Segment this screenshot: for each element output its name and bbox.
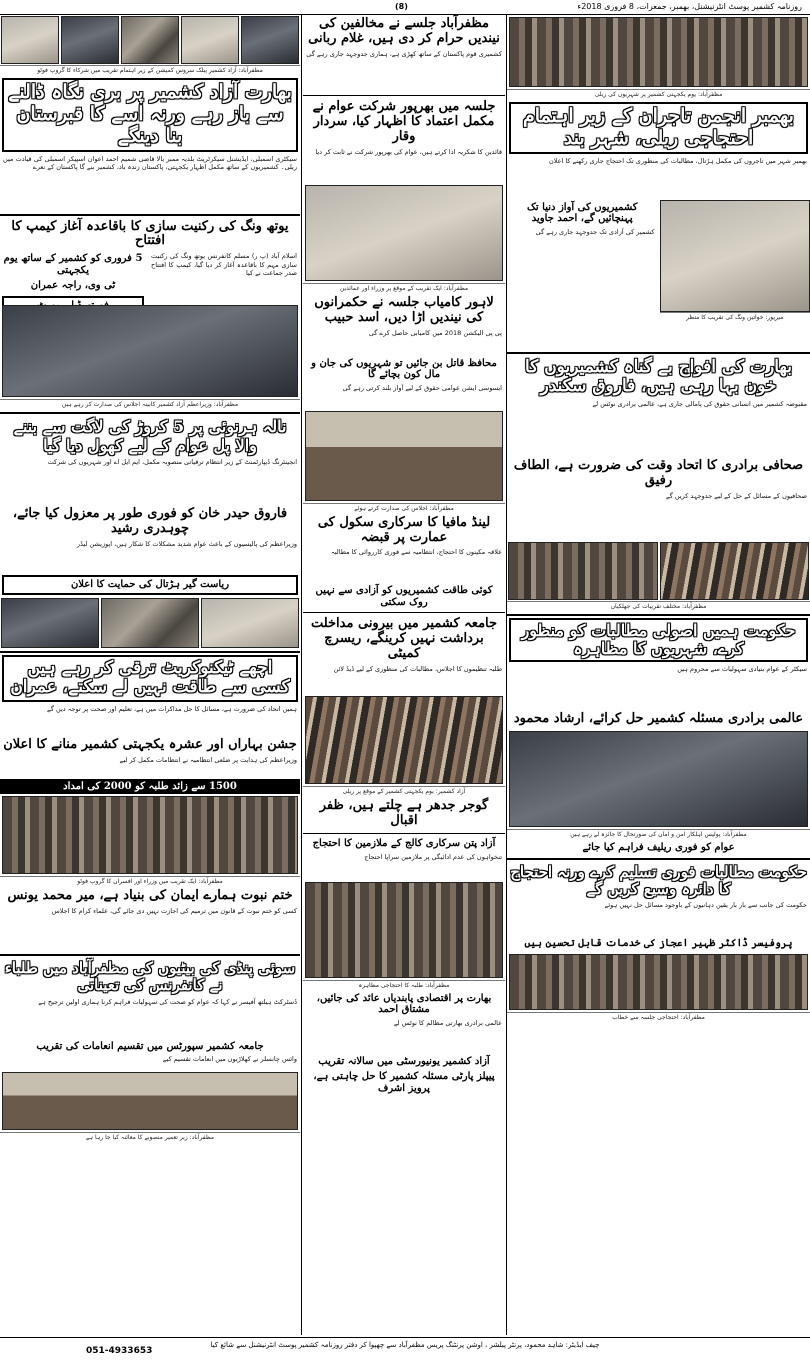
divider: [0, 214, 300, 216]
headline: پروفیسر ڈاکٹر ظہیر اعجاز کی خدمات قابل تحسین ہیں: [524, 938, 793, 950]
page-number: (8): [395, 2, 408, 11]
article-body: مقبوضہ کشمیر میں انسانی حقوق کی پامالی جاری ہے، عالمی برادری نوٹس لے: [592, 399, 807, 408]
headline: سوئی پنڈی کی بیٹیوں کی مظفرآباد میں طلباء نے کانفرنس کی تعیناتی: [4, 959, 296, 995]
photo-caption: مظفرآباد: ایک تقریب میں وزراء اور افسران کا گروپ فوٹو: [0, 876, 300, 887]
headline: فاروق حیدر خان کو فوری طور پر معزول کیا جائے، چوہدری رشید: [12, 506, 288, 537]
article-body: کشمیر کی آزادی تک جدوجہد جاری رہے گی: [535, 227, 655, 236]
article-body: طلبہ تنظیموں کا اجلاس، مطالبات کی منظوری کے لیے ڈیڈ لائن: [333, 665, 502, 674]
left-photo-strip-2: [0, 597, 300, 649]
footer-text: چیف ایڈیٹر: شاہد محمود، پرنٹر پبلشر ، اوشن پرنٹنگ پریس مظفرآباد سے چھپوا کر دفتر روزنامہ کشمیر پوسٹ انٹرنیشنل سے شائع کیا: [210, 1341, 600, 1349]
photo: [61, 16, 119, 64]
article-body: وزیراعظم کی ہدایت پر ضلعی انتظامیہ نے انتظامات مکمل کر لیے: [119, 755, 297, 764]
article-body: تنخواہوں کی عدم ادائیگی پر ملازمین سراپا احتجاج: [364, 852, 502, 861]
photo-caption: مظفرآباد: پولیس اہلکار امن و امان کی صورتحال کا جائزہ لے رہے ہیں: [507, 829, 810, 840]
headline: بھارت کی افواج بے گناہ کشمیریوں کا خون بہا رہی ہیں، فاروق سکندر: [525, 356, 792, 397]
news-photo: [305, 696, 503, 784]
divider: [0, 651, 300, 653]
right-column: [507, 15, 810, 1335]
headline: گوجر جدھر ہے چلتے ہیں، ظفر اقبال: [319, 798, 489, 829]
photo-caption: آزاد کشمیر: یوم یکجہتی کشمیر کے موقع پر ریلی: [303, 786, 505, 797]
news-photo: [2, 1072, 298, 1130]
headline: آزاد پتن سرکاری کالج کے ملازمین کا احتجاج: [312, 838, 496, 850]
article-body: کشمیری قوم پاکستان کے ساتھ کھڑی ہے، ہماری جدوجہد جاری رہے گی: [306, 49, 502, 58]
article-body: پی پی الیکشن 2018 میں کامیابی حاصل کرے گی: [368, 328, 502, 337]
news-photo: [2, 796, 298, 874]
news-photo: [509, 954, 808, 1010]
side-briefs: [0, 251, 146, 303]
headline: کشمیریوں کی آواز دنیا تک پہنچائیں گے، احمد جاوید: [526, 201, 638, 225]
photo: [660, 542, 810, 600]
headline: بھارت آزاد کشمیر پر بری نگاہ ڈالنے سے باز رہے ورنہ اسے کا قبرستان بنا دینگے: [2, 78, 298, 152]
photo: [101, 598, 199, 648]
headline: حکومت مطالبات فوری تسلیم کرے ورنہ احتجاج کا دائرہ وسیع کریں گے: [510, 862, 807, 899]
article-block: [660, 200, 810, 350]
article-body: وائس چانسلر نے کھلاڑیوں میں انعامات تقسیم کیے: [162, 1055, 297, 1064]
footer-imprint: [0, 1337, 810, 1363]
middle-column: [303, 15, 505, 1335]
headline: مظفرآباد جلسے نے مخالفین کی نیندیں حرام کر دی ہیں، غلام ربانی: [308, 16, 500, 46]
masthead-bar: [0, 0, 810, 15]
article-body: سیکٹر کے عوام بنیادی سہولیات سے محروم ہیں: [677, 665, 807, 674]
headline: ٹی وی، راجہ عمران: [30, 280, 116, 292]
left-column: [0, 15, 300, 1335]
headline: آزاد کشمیر یونیورسٹی میں سالانہ تقریب: [318, 1055, 490, 1067]
article-body: اسلام آباد (پ ر) مسلم کانفرنس یوتھ ونگ کی رکنیت سازی مہم کا باقاعدہ آغاز کر دیا گیا، کیمپ کا افتتاح صدر جماعت نے کیا: [151, 252, 297, 278]
photo-caption: مظفرآباد: یوم یکجہتی کشمیر پر شہریوں کی ریلی: [507, 89, 810, 100]
news-photo: [305, 411, 503, 501]
photo-caption: مظفرآباد: احتجاجی جلسہ سے خطاب: [507, 1012, 810, 1023]
photo-caption: مظفرآباد: ایک تقریب کے موقع پر وزراء اور عمائدین: [303, 283, 505, 294]
article-row: [507, 200, 810, 350]
headline: نالہ ہرنوئی پر 5 کروڑ کی لاگت سے بننے والا پل عوام کے لیے کھول دیا گیا: [13, 417, 287, 455]
article-row: [0, 251, 300, 303]
divider: [507, 614, 810, 616]
photo-caption: مظفرآباد: مختلف تقریبات کی جھلکیاں: [507, 601, 810, 612]
masthead-title: روزنامہ کشمیر پوسٹ انٹرنیشنل، بھمبر، جمعرات، 8 فروری 2018ء: [577, 2, 802, 11]
column-divider: [301, 15, 302, 1335]
headline: حکومت ہمیں اصولی مطالبات کو منظور کرے، شہریوں کا مظاہرہ: [509, 618, 808, 663]
photo: [241, 16, 299, 64]
headline: بھمبر انجمن تاجران کے زیر اہتمام احتجاجی ریلی، شہر بند: [509, 102, 808, 154]
divider: [303, 95, 505, 96]
news-photo: [509, 731, 808, 827]
headline: جامعہ کشمیر میں بیرونی مداخلت برداشت نہیں کرینگے، ریسرچ کمیٹی: [310, 616, 498, 662]
article-block: [507, 200, 658, 350]
headline: جلسہ میں بھرپور شرکت عوام نے مکمل اعتماد کا اظہار کیا، سردار وقار: [312, 98, 496, 144]
article-body: بھمبر شہر میں تاجروں کی مکمل ہڑتال، مطالبات کی منظوری تک احتجاج جاری رکھنے کا اعلان: [548, 156, 807, 165]
headline: پیپلز پارٹی مسئلہ کشمیر کا حل چاہتی ہے، پرویز اشرف: [313, 1071, 495, 1094]
divider: [0, 954, 300, 956]
photo-caption: مظفرآباد: آزاد کشمیر پبلک سروس کمیشن کے زیر اہتمام تقریب میں شرکاء کا گروپ فوٹو: [0, 65, 300, 76]
article-body: ایسوسی ایشن عوامی حقوق کے لیے آواز بلند کرتی رہے گی: [342, 383, 502, 392]
headline: کوئی طاقت کشمیریوں کو آزادی سے نہیں روک سکتی: [315, 585, 493, 608]
divider: [303, 833, 505, 834]
headline: 1500 سے زائد طلبہ کو 2000 کی امداد: [0, 779, 300, 795]
footer-phone: 051-4933653: [86, 1346, 153, 1356]
divider: [0, 412, 300, 414]
headline: لینڈ مافیا کا سرکاری سکول کی عمارت پر قبضہ: [317, 514, 491, 545]
photo: [1, 16, 59, 64]
photo-caption: مظفرآباد: اجلاس کی صدارت کرتے ہوئے: [303, 503, 505, 514]
article-body: علاقہ مکینوں کا احتجاج، انتظامیہ سے فوری کارروائی کا مطالبہ: [331, 548, 502, 557]
headline: بھارت پر اقتصادی پابندیاں عائد کی جائیں، مشتاق احمد: [316, 992, 492, 1016]
news-photo: [305, 185, 503, 281]
headline: لاہور کامیاب جلسہ نے حکمرانوں کی نیندیں اڑا دیں، اسد حبیب: [314, 294, 494, 325]
news-photo: [509, 17, 808, 87]
news-photo: [305, 882, 503, 978]
photo-caption: مظفرآباد: زیر تعمیر منصوبے کا معائنہ کیا جا رہا ہے: [0, 1132, 300, 1143]
photo-caption: مظفرآباد: وزیراعظم آزاد کشمیر کابینہ اجلاس کی صدارت کر رہے ہیں: [0, 399, 300, 410]
article-body: انجینئرنگ ڈیپارٹمنٹ کے زیر انتظام ترقیاتی منصوبہ مکمل، ایم ایل اے اور شہریوں کی شرکت: [47, 458, 297, 467]
divider: [507, 858, 810, 860]
divider: [507, 352, 810, 354]
photo-caption: مظفرآباد: طلبہ کا احتجاجی مظاہرہ: [303, 980, 505, 991]
right-photo-strip: [507, 541, 810, 601]
headline: یوتھ ونگ کی رکنیت سازی کا باقاعدہ آغاز کیمپ کا افتتاح: [11, 218, 289, 249]
headline: صحافی برادری کا اتحاد وقت کی ضرورت ہے، الطاف رفیق: [513, 457, 804, 488]
photo: [1, 598, 99, 648]
article-body: صحافیوں کے مسائل کے حل کے لیے جدوجہد کریں گے: [665, 491, 807, 500]
headline: عالمی برادری مسئلہ کشمیر حل کرائے، ارشاد محمود: [513, 711, 804, 727]
headline: جامعہ کشمیر سپورٹس میں تقسیم انعامات کی تقریب: [36, 1040, 264, 1052]
photo: [181, 16, 239, 64]
divider: [303, 612, 505, 613]
article-body: حکومت کی جانب سے بار بار یقین دہانیوں کے باوجود مسائل حل نہیں ہوئے: [604, 901, 807, 910]
photo-caption: میرپور: خواتین ونگ کی تقریب کا منظر: [660, 312, 810, 323]
headline: 5 فروری کو کشمیر کے ساتھ یوم یکجہتی: [3, 253, 143, 276]
news-photo: [2, 305, 298, 397]
article-body: ہمیں اتحاد کی ضرورت ہے، مسائل کا حل مذاکرات میں ہے، تعلیم اور صحت پر توجہ دیں گے: [47, 704, 297, 713]
article-body: وزیراعظم کی پالیسیوں کے باعث عوام شدید مشکلات کا شکار ہیں، اپوزیشن لیڈر: [76, 540, 297, 549]
headline: عوام کو فوری ریلیف فراہم کیا جائے: [582, 842, 735, 854]
photo: [508, 542, 658, 600]
photo: [121, 16, 179, 64]
article-body: سیکٹری اسمبلی، ایڈیشنل سیکرٹریٹ بلدیہ ممبر بالا قاضی شمیم احمد اعوان اسپیکر اسمبلی کی قیادت میں ریلی۔ کشمیریوں کے ساتھ مکمل اظہار یکجہتی، پاکستان زندہ باد، کشمیر بنے گا پاکستان کے نعرے: [3, 154, 297, 172]
headline: محافظ قاتل بن جائیں تو شہریوں کی جان و مال کون بچائے گا: [311, 357, 497, 381]
article-body: عالمی برادری بھارتی مظالم کا نوٹس لے: [393, 1018, 502, 1027]
left-photo-strip: [0, 15, 300, 65]
headline: جشن بہاراں اور عشرہ یکجہتی کشمیر منانے کا اعلان: [3, 736, 297, 752]
article-body: ڈسٹرکٹ ہیلتھ آفیسر نے کہا کہ عوام کو صحت کی سہولیات فراہم کرنا ہماری اولین ترجیح ہے: [38, 997, 297, 1006]
photo: [201, 598, 299, 648]
article-body: قائدین کا شکریہ ادا کرتے ہیں، عوام کی بھرپور شرکت نے ثابت کر دیا: [315, 147, 502, 156]
headline: ختم نبوت ہمارے ایمان کی بنیاد ہے، میر محمد یونس: [7, 888, 293, 904]
news-photo: [660, 200, 810, 312]
headline: ریاست گیر ہڑتال کی حمایت کا اعلان: [2, 575, 298, 595]
article-body: کسی کو ختم نبوت کے قانون میں ترمیم کی اجازت نہیں دی جائے گی، علماء کرام کا اجلاس: [51, 907, 297, 916]
headline: اچھے ٹیکنوکریٹ ترقی کر رہے ہیں کسی سے طاقت نہیں لے سکتے، عمران: [2, 655, 298, 702]
